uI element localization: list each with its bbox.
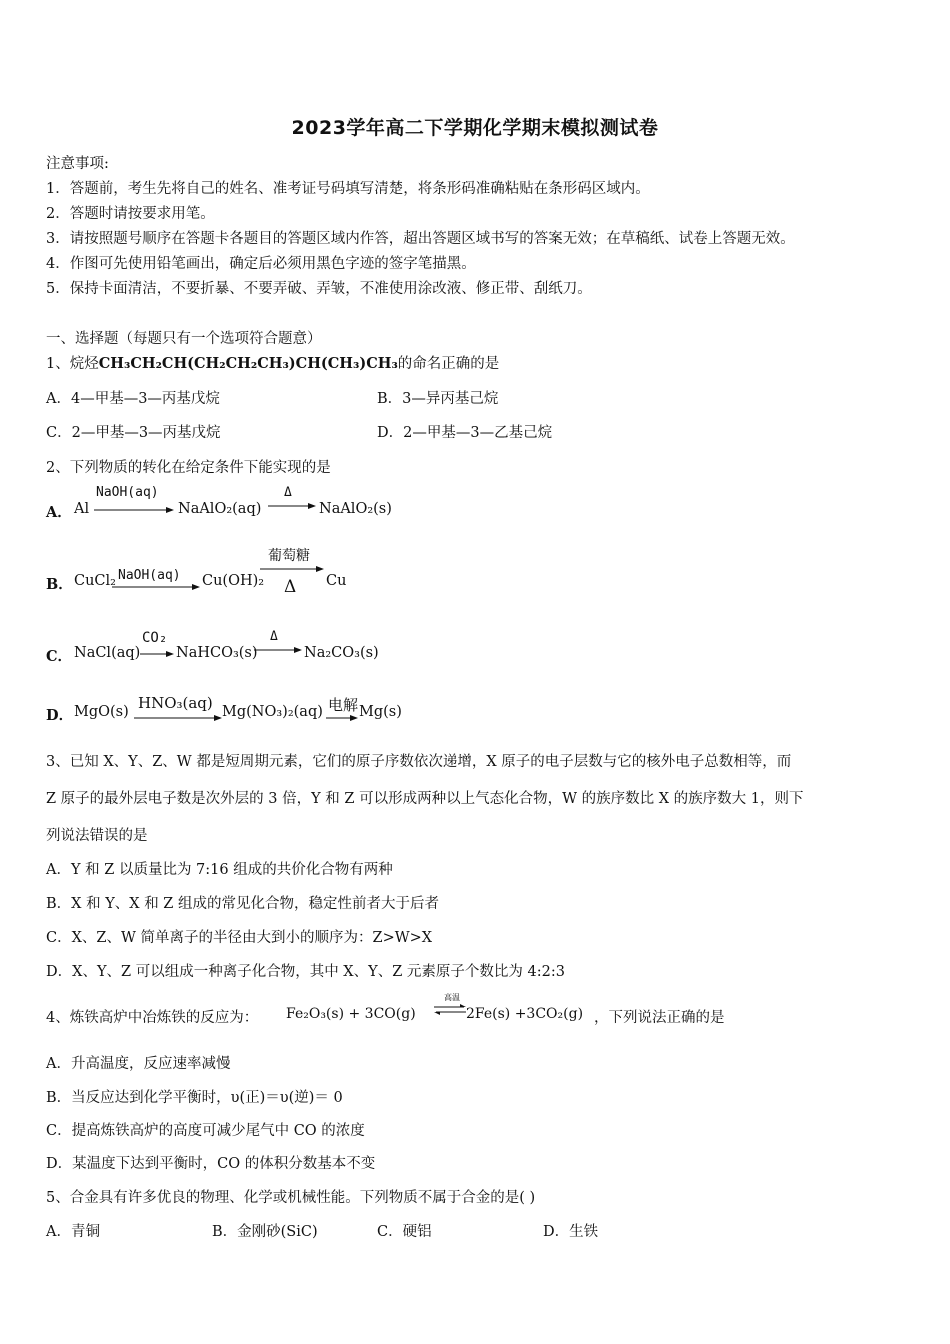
q1-option-b[interactable]: B．3—异丙基己烷 [377, 391, 499, 407]
q1-option-d[interactable]: D．2—甲基—3—乙基己烷 [377, 425, 553, 441]
species: NaCl(aq) [74, 645, 141, 661]
q4-option-a[interactable]: A．升高温度，反应速率减慢 [46, 1056, 231, 1072]
q1-option-c[interactable]: C．2—甲基—3—丙基戊烷 [46, 425, 221, 441]
reaction-arrow-icon [134, 714, 224, 722]
species: Al [74, 501, 90, 517]
species: Na₂CO₃(s) [304, 645, 379, 661]
q2-option-d[interactable] [46, 690, 446, 750]
species: NaAlO₂(aq) [178, 501, 262, 517]
species: MgO(s) [74, 704, 129, 720]
question-4-stem [46, 992, 906, 1032]
species: CuCl₂ [74, 573, 116, 589]
option-label: C． [46, 648, 73, 665]
notice-heading: 注意事项: [46, 156, 109, 172]
option-label: B． [46, 576, 73, 593]
question-1-stem [46, 352, 499, 373]
q1-option-a[interactable]: A．4—甲基—3—丙基戊烷 [46, 391, 220, 407]
arrow-condition: Δ [270, 629, 278, 644]
arrow-condition: CO₂ [142, 630, 168, 646]
option-label: A． [46, 504, 72, 521]
species: NaHCO₃(s) [176, 645, 258, 661]
reaction-arrow-icon [326, 714, 360, 722]
q3-option-b[interactable]: B．X 和 Y、X 和 Z 组成的常见化合物，稳定性前者大于后者 [46, 896, 439, 912]
q4-condition: 高温 [444, 993, 460, 1002]
species: Cu(OH)₂ [202, 573, 265, 589]
q5-option-a[interactable]: A．青铜 [46, 1224, 100, 1240]
q2-option-a[interactable] [46, 485, 446, 548]
species: NaAlO₂(s) [319, 501, 392, 517]
q5-option-c[interactable]: C．硬铝 [377, 1224, 432, 1240]
reaction-arrow-icon [260, 565, 326, 573]
q1-suffix: 的命名正确的是 [397, 356, 500, 372]
reaction-arrow-icon [140, 650, 176, 658]
arrow-condition-top: 葡萄糖 [268, 548, 310, 564]
q4-reactants: Fe₂O₃(s) + 3CO(g) [286, 1006, 416, 1022]
arrow-condition: NaOH(aq) [96, 485, 159, 500]
arrow-condition: NaOH(aq) [118, 568, 181, 583]
reaction-arrow-icon [254, 646, 304, 654]
question-2-stem: 2、下列物质的转化在给定条件下能实现的是 [46, 460, 331, 476]
species: Mg(NO₃)₂(aq) [222, 704, 323, 720]
species: Cu [326, 573, 347, 589]
notice-item: 2．答题时请按要求用笔。 [46, 206, 215, 222]
q4-prefix: 4、炼铁高炉中冶炼铁的反应为： [46, 1010, 259, 1026]
q1-formula: CH₃CH₂CH(CH₂CH₂CH₃)CH(CH₃)CH₃ [98, 355, 398, 372]
notice-item: 3．请按照题号顺序在答题卡各题目的答题区域内作答，超出答题区域书写的答案无效；在草稿纸、试卷上答题无效。 [46, 231, 795, 247]
q3-option-c[interactable]: C．X、Z、W 简单离子的半径由大到小的顺序为：Z>W>X [46, 930, 433, 946]
q3-option-a[interactable]: A．Y 和 Z 以质量比为 7:16 组成的共价化合物有两种 [46, 862, 393, 878]
notice-item: 4．作图可先使用铅笔画出，确定后必须用黑色字迹的签字笔描黑。 [46, 256, 476, 272]
equilibrium-arrow-icon [434, 1004, 468, 1016]
q3-option-d[interactable]: D．X、Y、Z 可以组成一种离子化合物，其中 X、Y、Z 元素原子个数比为 4:2:3 [46, 964, 565, 980]
q2-option-c[interactable] [46, 629, 446, 692]
section-heading: 一、选择题（每题只有一个选项符合题意） [46, 331, 322, 347]
q5-option-d[interactable]: D．生铁 [543, 1224, 599, 1240]
question-3-stem-line: 3、已知 X、Y、Z、W 都是短周期元素，它们的原子序数依次递增，X 原子的电子层数与它的核外电子总数相等，而 [46, 754, 792, 770]
arrow-condition: 电解 [328, 696, 359, 714]
arrow-condition: HNO₃(aq) [138, 694, 213, 712]
species: Mg(s) [359, 704, 402, 720]
q4-option-b[interactable]: B．当反应达到化学平衡时，υ(正)＝υ(逆)＝ 0 [46, 1090, 343, 1106]
notice-item: 1．答题前，考生先将自己的姓名、准考证号码填写清楚，将条形码准确粘贴在条形码区域内。 [46, 181, 650, 197]
q4-products: 2Fe(s) +3CO₂(g) [466, 1006, 584, 1022]
notice-item: 5．保持卡面清洁，不要折暴、不要弄破、弄皱，不准使用涂改液、修正带、刮纸刀。 [46, 281, 592, 297]
reaction-arrow-icon [268, 502, 318, 510]
question-3-stem-line: Z 原子的最外层电子数是次外层的 3 倍，Y 和 Z 可以形成两种以上气态化合物，W 的族序数比 X 的族序数大 1，则下 [46, 791, 804, 807]
option-label: D． [46, 707, 74, 724]
arrow-condition: Δ [284, 485, 292, 500]
q2-option-b[interactable] [46, 543, 446, 603]
question-3-stem-line: 列说法错误的是 [46, 828, 148, 844]
q4-option-c[interactable]: C．提高炼铁高炉的高度可减少尾气中 CO 的浓度 [46, 1123, 365, 1139]
arrow-condition-bottom: Δ [284, 577, 297, 597]
q4-option-d[interactable]: D．某温度下达到平衡时，CO 的体积分数基本不变 [46, 1156, 376, 1172]
q5-option-b[interactable]: B．金刚砂(SiC) [212, 1224, 318, 1240]
reaction-arrow-icon [112, 583, 202, 591]
page-title: 2023学年高二下学期化学期末模拟测试卷 [291, 117, 659, 139]
question-5-stem: 5、合金具有许多优良的物理、化学或机械性能。下列物质不属于合金的是( ) [46, 1190, 536, 1206]
reaction-arrow-icon [94, 506, 176, 514]
q4-suffix: ，下列说法正确的是 [594, 1010, 725, 1026]
q1-prefix: 1、烷烃 [46, 356, 99, 372]
